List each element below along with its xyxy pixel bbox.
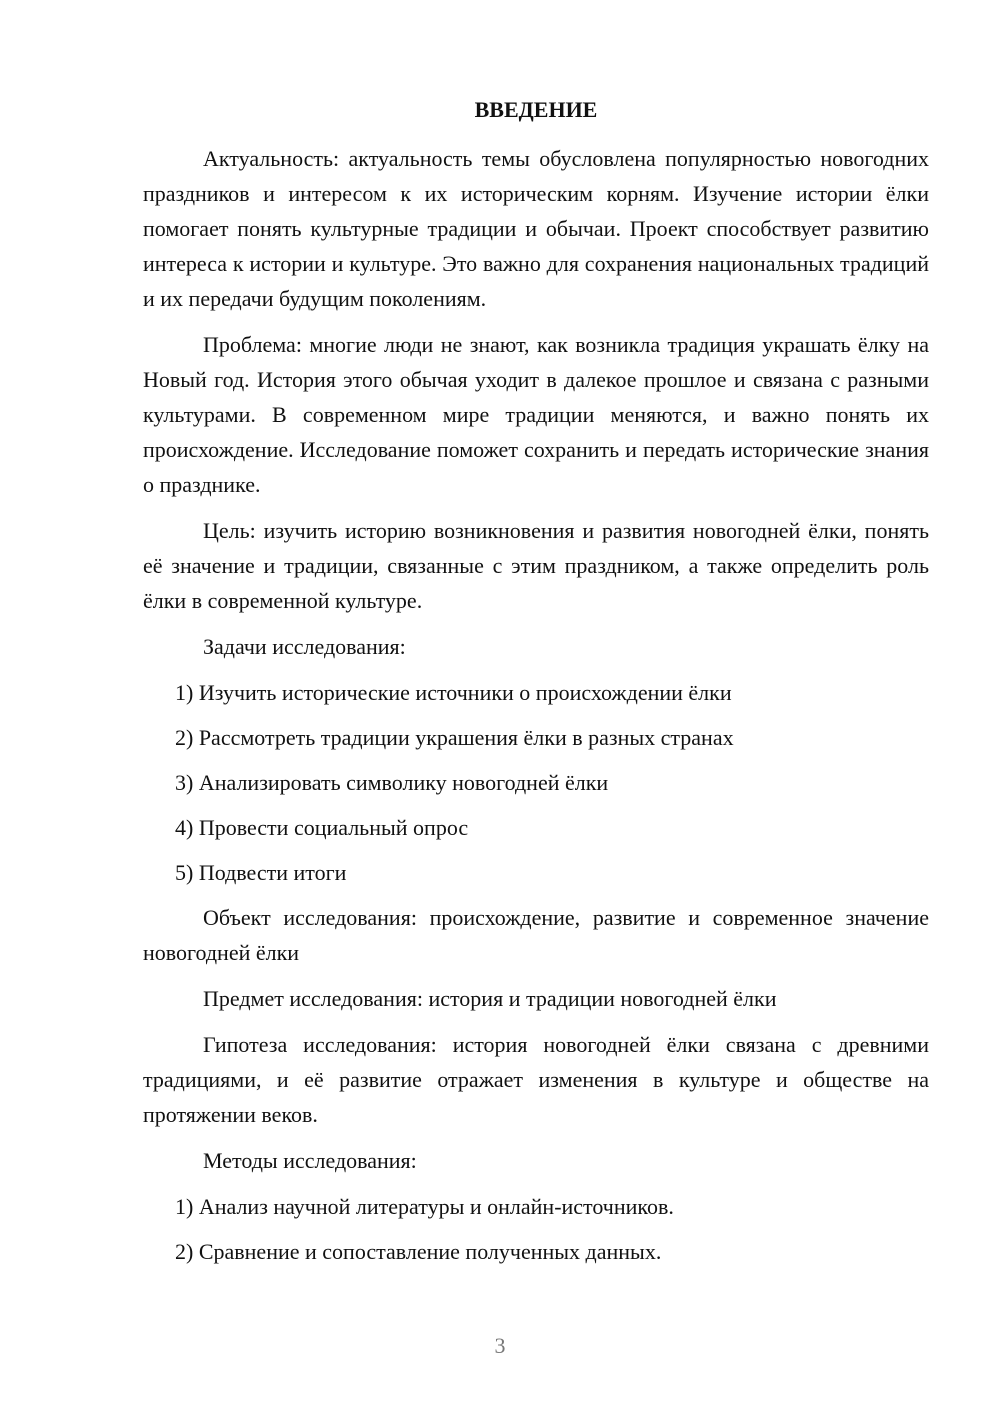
subject-paragraph: Предмет исследования: история и традиции новогодней ёлки <box>203 986 777 1011</box>
page-number: 3 <box>494 1333 506 1358</box>
relevance-paragraph: Актуальность: актуальность темы обусловлена популярностью новогодних праздников и интересом к их историческим корням. Изучение истории ёлки помогает понять культурные традиции и обычаи. Проект способствует развитию интереса к истории и культуре. Это важно для сохранения национальных традиций и их передачи будущим поколениям. <box>143 146 929 311</box>
list-item: 2) Сравнение и сопоставление полученных данных. <box>175 1239 662 1264</box>
methods-heading: Методы исследования: <box>203 1148 417 1173</box>
list-item: 3) Анализировать символику новогодней ёлки <box>175 770 609 795</box>
goal-paragraph: Цель: изучить историю возникновения и развития новогодней ёлки, понять её значение и традиции, связанные с этим праздником, а также определить роль ёлки в современной культуре. <box>143 518 929 613</box>
hypothesis-paragraph: Гипотеза исследования: история новогодней ёлки связана с древними традициями, и её развитие отражает изменения в культуре и обществе на протяжении веков. <box>143 1032 929 1127</box>
list-item: 1) Изучить исторические источники о происхождении ёлки <box>175 680 732 705</box>
document-page <box>143 92 929 1279</box>
object-paragraph: Объект исследования: происхождение, развитие и современное значение новогодней ёлки <box>143 905 929 965</box>
tasks-list <box>143 675 929 890</box>
methods-list <box>143 1189 929 1269</box>
problem-paragraph: Проблема: многие люди не знают, как возникла традиция украшать ёлку на Новый год. История этого обычая уходит в далекое прошлое и связана с разными культурами. В современном мире традиции меняются, и важно понять их происхождение. Исследование поможет сохранить и передать исторические знания о празднике. <box>143 332 929 497</box>
tasks-heading: Задачи исследования: <box>203 634 406 659</box>
list-item: 2) Рассмотреть традиции украшения ёлки в разных странах <box>175 725 734 750</box>
list-item: 5) Подвести итоги <box>175 860 347 885</box>
list-item: 1) Анализ научной литературы и онлайн-источников. <box>175 1194 674 1219</box>
list-item: 4) Провести социальный опрос <box>175 815 469 840</box>
page-title: ВВЕДЕНИЕ <box>474 97 598 122</box>
